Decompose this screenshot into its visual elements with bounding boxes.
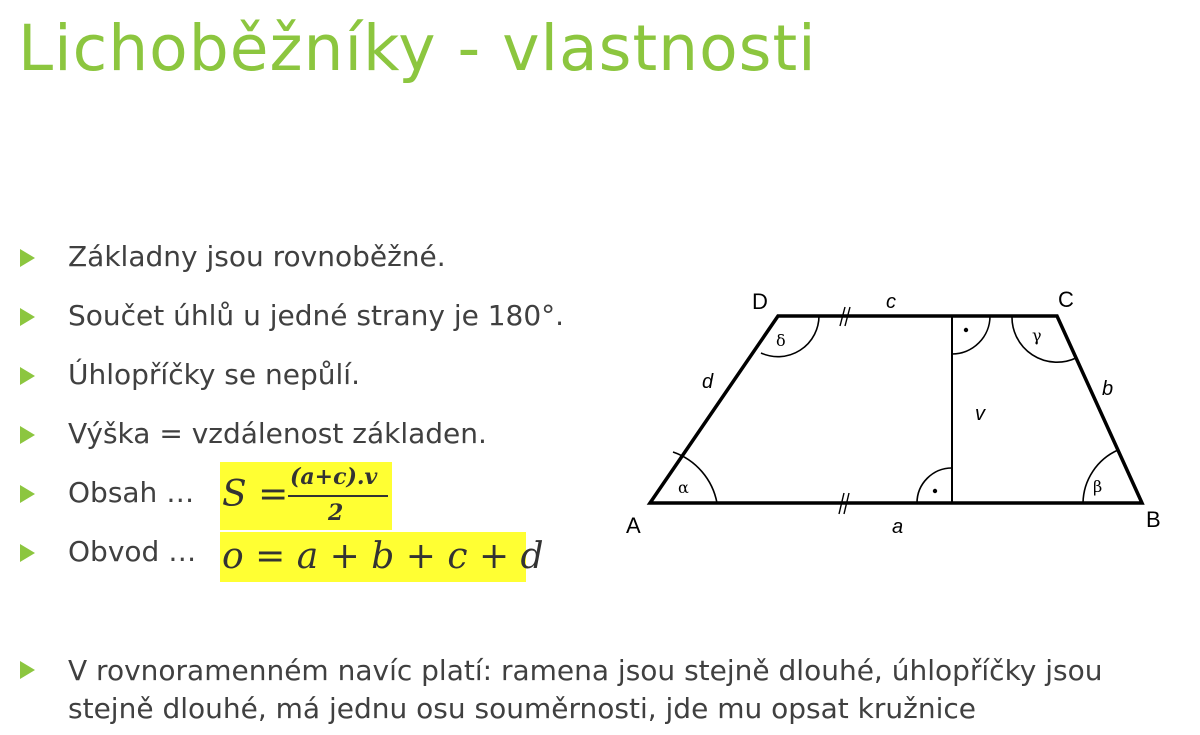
vertex-b-label: B: [1146, 507, 1161, 532]
right-angle-bottom-arc: [917, 468, 952, 503]
fraction-bar: [288, 495, 388, 497]
bullet-arrow-icon: [20, 426, 35, 444]
right-angle-dot-bottom: [933, 489, 937, 493]
area-formula-numerator: (a+c).v: [290, 464, 378, 490]
bullet-arrow-icon: [20, 249, 35, 267]
note-line-1: V rovnoramenném navíc platí: ramena jsou stejně dlouhé, úhlopříčky jsou: [68, 654, 1103, 687]
angle-beta-label: β: [1093, 477, 1103, 496]
side-c-label: c: [886, 291, 896, 313]
bullet-arrow-icon: [20, 485, 35, 503]
perimeter-formula: [220, 532, 544, 582]
slide-title: Lichoběžníky - vlastnosti: [18, 12, 817, 85]
right-angle-dot-top: [964, 328, 968, 332]
angle-gamma-label: γ: [1032, 326, 1042, 345]
bullet-arrow-icon: [20, 308, 35, 326]
area-formula-lhs: S =: [222, 474, 289, 515]
area-formula-denominator: 2: [328, 500, 344, 526]
bullet-text: Úhlopříčky se nepůlí.: [68, 358, 360, 391]
angle-delta-label: δ: [776, 331, 786, 350]
angle-alpha-label: α: [678, 478, 689, 497]
side-b-label: b: [1102, 378, 1114, 400]
trapezoid-diagram: [620, 280, 1180, 550]
vertex-d-label: D: [752, 289, 768, 314]
right-angle-top-arc: [952, 316, 990, 354]
bullet-arrow-icon: [20, 661, 35, 679]
side-d-label: d: [702, 371, 714, 393]
bullet-arrow-icon: [20, 367, 35, 385]
side-a-label: a: [892, 516, 904, 538]
bullet-text: Obvod …: [68, 535, 197, 568]
perimeter-formula-text: o = a + b + c + d: [222, 536, 544, 577]
bullet-arrow-icon: [20, 544, 35, 562]
bullet-text: Obsah …: [68, 476, 195, 509]
area-formula: [220, 462, 392, 530]
angle-delta-arc: [761, 316, 819, 357]
note-line-2: stejně dlouhé, má jednu osu souměrnosti, jde mu opsat kružnice: [68, 692, 976, 725]
bullet-text: Součet úhlů u jedné strany je 180°.: [68, 299, 565, 332]
bullet-text: Výška = vzdálenost základen.: [68, 417, 487, 450]
height-v-label: v: [975, 403, 985, 425]
trapezoid-outline: [650, 316, 1142, 503]
bullet-text: Základny jsou rovnoběžné.: [68, 240, 446, 273]
vertex-c-label: C: [1058, 287, 1074, 312]
note-text: [68, 652, 1198, 728]
vertex-a-label: A: [626, 513, 641, 538]
